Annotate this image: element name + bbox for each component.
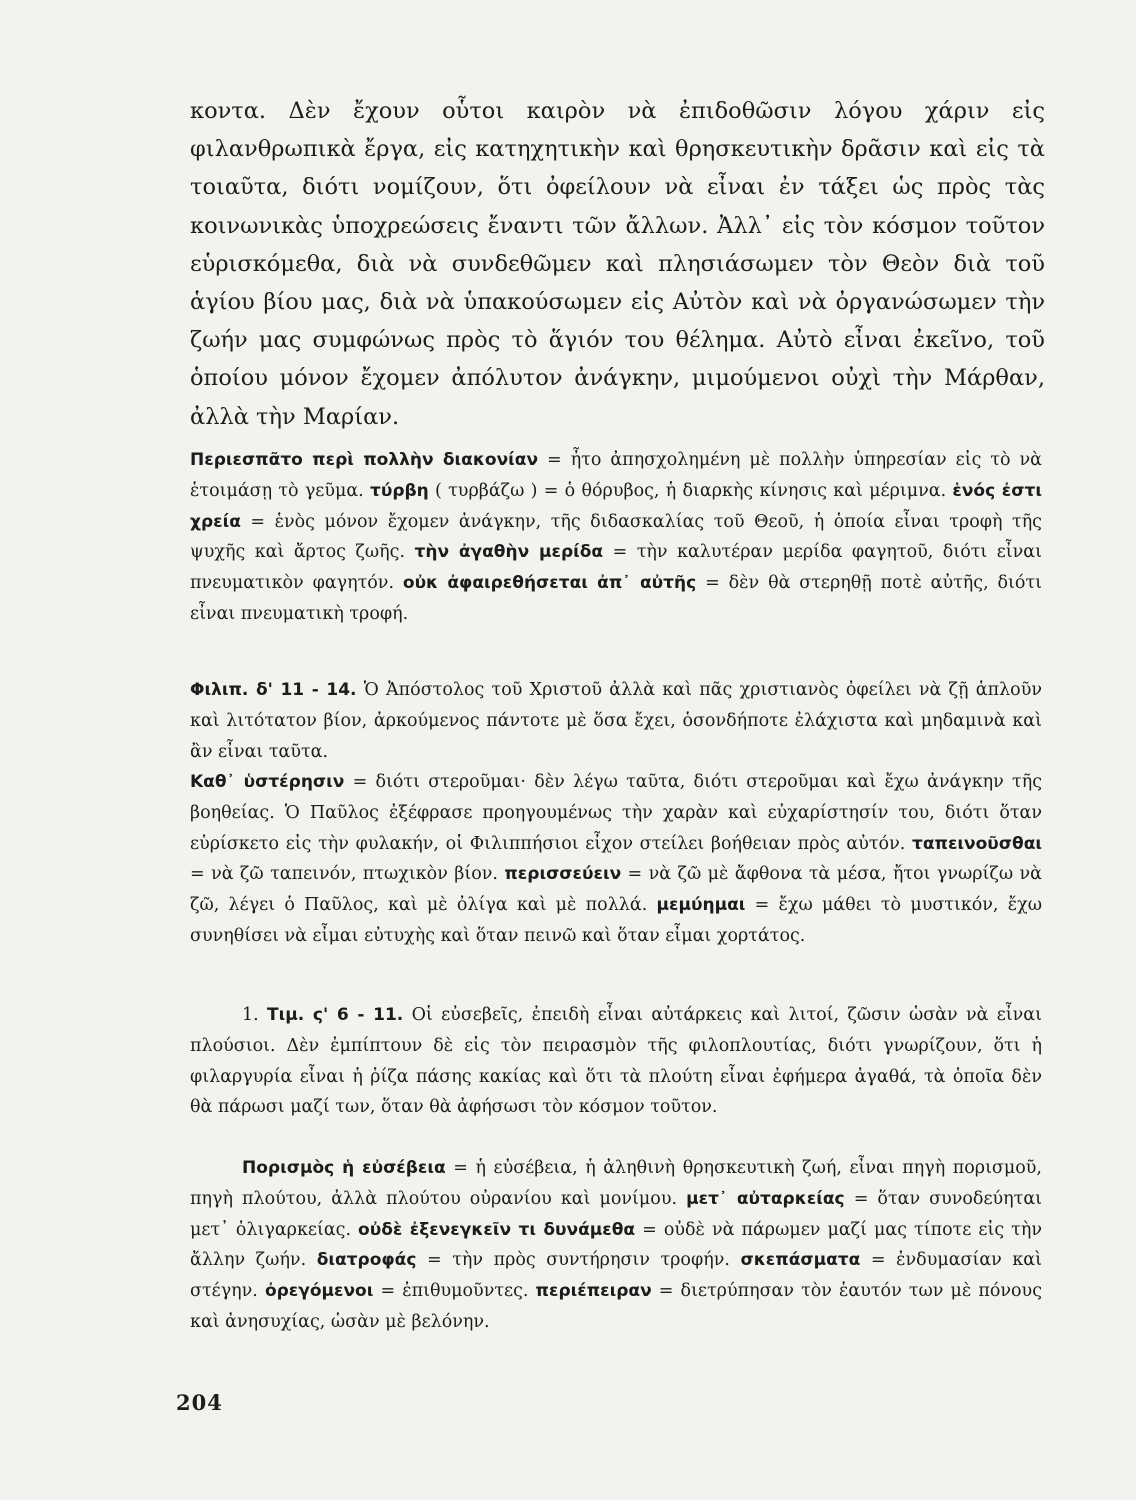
explanation-text: 1. bbox=[242, 1005, 268, 1025]
term-heading: ταπεινοῦσθαι bbox=[911, 833, 1042, 854]
explanation-text: = νὰ ζῶ μὲ ἄφθονα τὰ μέσα, ἤτοι γνωρίζω νὰ ζῶ, λέγει ὁ Παῦλος, καὶ μὲ ὀλίγα καὶ μὲ πολλά. bbox=[190, 864, 1042, 916]
term-heading: σκεπάσματα bbox=[740, 1250, 861, 1271]
explanation-text: = ἑνὸς μόνον ἔχομεν ἀνάγκην, τῆς διδασκαλίας τοῦ Θεοῦ, ἡ ὁποία εἶναι τροφὴ τῆς ψυχῆς καὶ ἄρτος ζωῆς. bbox=[190, 511, 1042, 563]
explanation-text: = δὲν θὰ στερηθῇ ποτὲ αὐτῆς, διότι εἶναι πνευματικὴ τροφή. bbox=[190, 573, 1042, 624]
term-heading: μεμύημαι bbox=[656, 895, 746, 916]
term-heading: Φιλιπ. δ' 11 - 14. bbox=[190, 680, 357, 700]
commentary-paragraph bbox=[190, 675, 1042, 767]
term-heading: τὴν ἀγαθὴν μερίδα bbox=[414, 542, 604, 563]
term-heading: ἑνός ἐστι χρεία bbox=[190, 480, 1042, 532]
explanation-text: Ὁ Ἀπόστολος τοῦ Χριστοῦ ἀλλὰ καὶ πᾶς χριστιανὸς ὀφείλει νὰ ζῇ ἁπλοῦν καὶ λιτότατον βίον, ἀρκούμενος πάντοτε μὲ ὅσα ἔχει, ὁσονδήποτε ἐλάχιστα καὶ μηδαμινὰ καὶ ἂν εἶναι ταῦτα. bbox=[190, 680, 1042, 762]
term-heading: ὀρεγόμενοι bbox=[264, 1281, 374, 1302]
term-heading: Τιμ. ς' 6 - 11. bbox=[267, 1005, 404, 1025]
main-paragraph-text: κοντα. Δὲν ἔχουν οὗτοι καιρὸν νὰ ἐπιδοθῶσιν λόγου χάριν εἰς φιλανθρωπικὰ ἔργα, εἰς κατηχητικὴν καὶ θρησκευτικὴν δρᾶσιν καὶ εἰς τὰ τοιαῦτα, διότι νομίζουν, ὅτι ὀφείλουν νὰ εἶναι ἐν τάξει ὡς πρὸς τὰς κοινωνικὰς ὑποχρεώσεις ἔναντι τῶν ἄλλων. Ἀλλ᾽ εἰς τὸν κόσμον τοῦτον εὑρισκόμεθα, διὰ νὰ συνδεθῶμεν καὶ πλησιάσωμεν τὸν Θεὸν διὰ τοῦ ἁγίου βίου μας, διὰ νὰ ὑπακούσωμεν εἰς Αὐτὸν καὶ νὰ ὀργανώσωμεν τὴν ζωήν μας συμφώνως πρὸς τὸ ἅγιόν του θέλημα. Αὐτὸ εἶναι ἐκεῖνο, τοῦ ὁποίου μόνον ἔχομεν ἀπόλυτον ἀνάγκην, μιμούμενοι οὐχὶ τὴν Μάρθαν, ἀλλὰ τὴν Μαρίαν. bbox=[190, 98, 1045, 430]
term-heading: διατροφάς bbox=[316, 1250, 417, 1271]
commentary-paragraph bbox=[190, 1153, 1042, 1338]
main-paragraph bbox=[190, 92, 1045, 436]
term-heading: περιέπειραν bbox=[535, 1281, 652, 1302]
explanation-text: = τὴν πρὸς συντήρησιν τροφήν. bbox=[416, 1250, 741, 1271]
explanation-text: Οἱ εὐσεβεῖς, ἐπειδὴ εἶναι αὐτάρκεις καὶ λιτοί, ζῶσιν ὡσὰν νὰ εἶναι πλούσιοι. Δὲν ἐμπίπτουν δὲ εἰς τὸν πειρασμὸν τῆς φιλοπλουτίας, διότι γνωρίζουν, ὅτι ἡ φιλαργυρία εἶναι ἡ ῥίζα πάσης κακίας καὶ ὅτι τὰ πλούτη εἶναι ἐφήμερα ἀγαθά, τὰ ὁποῖα δὲν θὰ πάρωσι μαζί των, ὅταν θὰ ἀφήσωσι τὸν κόσμον τοῦτον. bbox=[190, 1005, 1042, 1118]
explanation-text: = ἡ εὐσέβεια, ἡ ἀληθινὴ θρησκευτικὴ ζωή, εἶναι πηγὴ πορισμοῦ, πηγὴ πλούτου, ἀλλὰ πλούτου οὐρανίου καὶ μονίμου. bbox=[190, 1158, 1042, 1209]
commentary-4 bbox=[190, 1000, 1042, 1123]
commentary-paragraph bbox=[190, 767, 1042, 952]
term-heading: Περιεσπᾶτο περὶ πολλὴν διακονίαν bbox=[190, 450, 539, 470]
explanation-text: = ἐνδυμασίαν καὶ στέγην. bbox=[190, 1250, 1042, 1302]
commentary-2 bbox=[190, 675, 1042, 767]
term-heading: οὐδὲ ἐξενεγκεῖν τι δυνάμεθα bbox=[358, 1219, 636, 1240]
explanation-text: = ἐπιθυμοῦντες. bbox=[373, 1281, 536, 1302]
explanation-text: = ὅταν συνοδεύηται μετ᾽ ὀλιγαρκείας. bbox=[190, 1188, 1042, 1240]
commentary-1 bbox=[190, 445, 1042, 630]
page-number: 204 bbox=[176, 1390, 223, 1415]
term-heading: μετ᾽ αὐταρκείας bbox=[686, 1188, 845, 1209]
explanation-text: = ἦτο ἀπησχολημένη μὲ πολλὴν ὑπηρεσίαν εἰς τὸ νὰ ἑτοιμάσῃ τὸ γεῦμα. bbox=[190, 450, 1043, 501]
commentary-3 bbox=[190, 767, 1042, 952]
commentary-5 bbox=[190, 1153, 1042, 1338]
commentary-paragraph bbox=[190, 445, 1042, 630]
commentary-paragraph bbox=[190, 1000, 1042, 1123]
explanation-text: = οὐδὲ νὰ πάρωμεν μαζί μας τίποτε εἰς τὴν ἄλλην ζωήν. bbox=[190, 1219, 1042, 1271]
explanation-text: = ἔχω μάθει τὸ μυστικόν, ἔχω συνηθίσει νὰ εἶμαι εὐτυχὴς καὶ ὅταν πεινῶ καὶ ὅταν εἶμαι χορτάτος. bbox=[190, 895, 1042, 946]
explanation-text: = νὰ ζῶ ταπεινόν, πτωχικὸν βίον. bbox=[190, 864, 505, 885]
term-heading: περισσεύειν bbox=[504, 864, 622, 885]
term-heading: τύρβη bbox=[370, 480, 429, 501]
term-heading: οὐκ ἀφαιρεθήσεται ἀπ᾽ αὐτῆς bbox=[402, 573, 697, 594]
explanation-text: ( τυρβάζω ) = ὁ θόρυβος, ἡ διαρκὴς κίνησις καὶ μέριμνα. bbox=[428, 480, 953, 501]
term-heading: Πορισμὸς ἡ εὐσέβεια bbox=[242, 1158, 446, 1178]
explanation-text: = τὴν καλυτέραν μερίδα φαγητοῦ, διότι εἶναι πνευματικὸν φαγητόν. bbox=[190, 542, 1042, 594]
explanation-text: = διετρύπησαν τὸν ἑαυτόν των μὲ πόνους καὶ ἀνησυχίας, ὡσὰν μὲ βελόνην. bbox=[190, 1281, 1043, 1332]
term-heading: Καθ᾽ ὑστέρησιν bbox=[190, 772, 345, 792]
explanation-text: = διότι στεροῦμαι· δὲν λέγω ταῦτα, διότι στεροῦμαι καὶ ἔχω ἀνάγκην τῆς βοηθείας. Ὁ Παῦλος ἐξέφρασε προηγουμένως τὴν χαρὰν καὶ εὐχαρίστησίν του, διότι ὅταν εὑρίσκετο εἰς τὴν φυλακήν, οἱ Φιλιππήσιοι εἶχον στείλει βοήθειαν πρὸς αὐτόν. bbox=[190, 772, 1042, 854]
